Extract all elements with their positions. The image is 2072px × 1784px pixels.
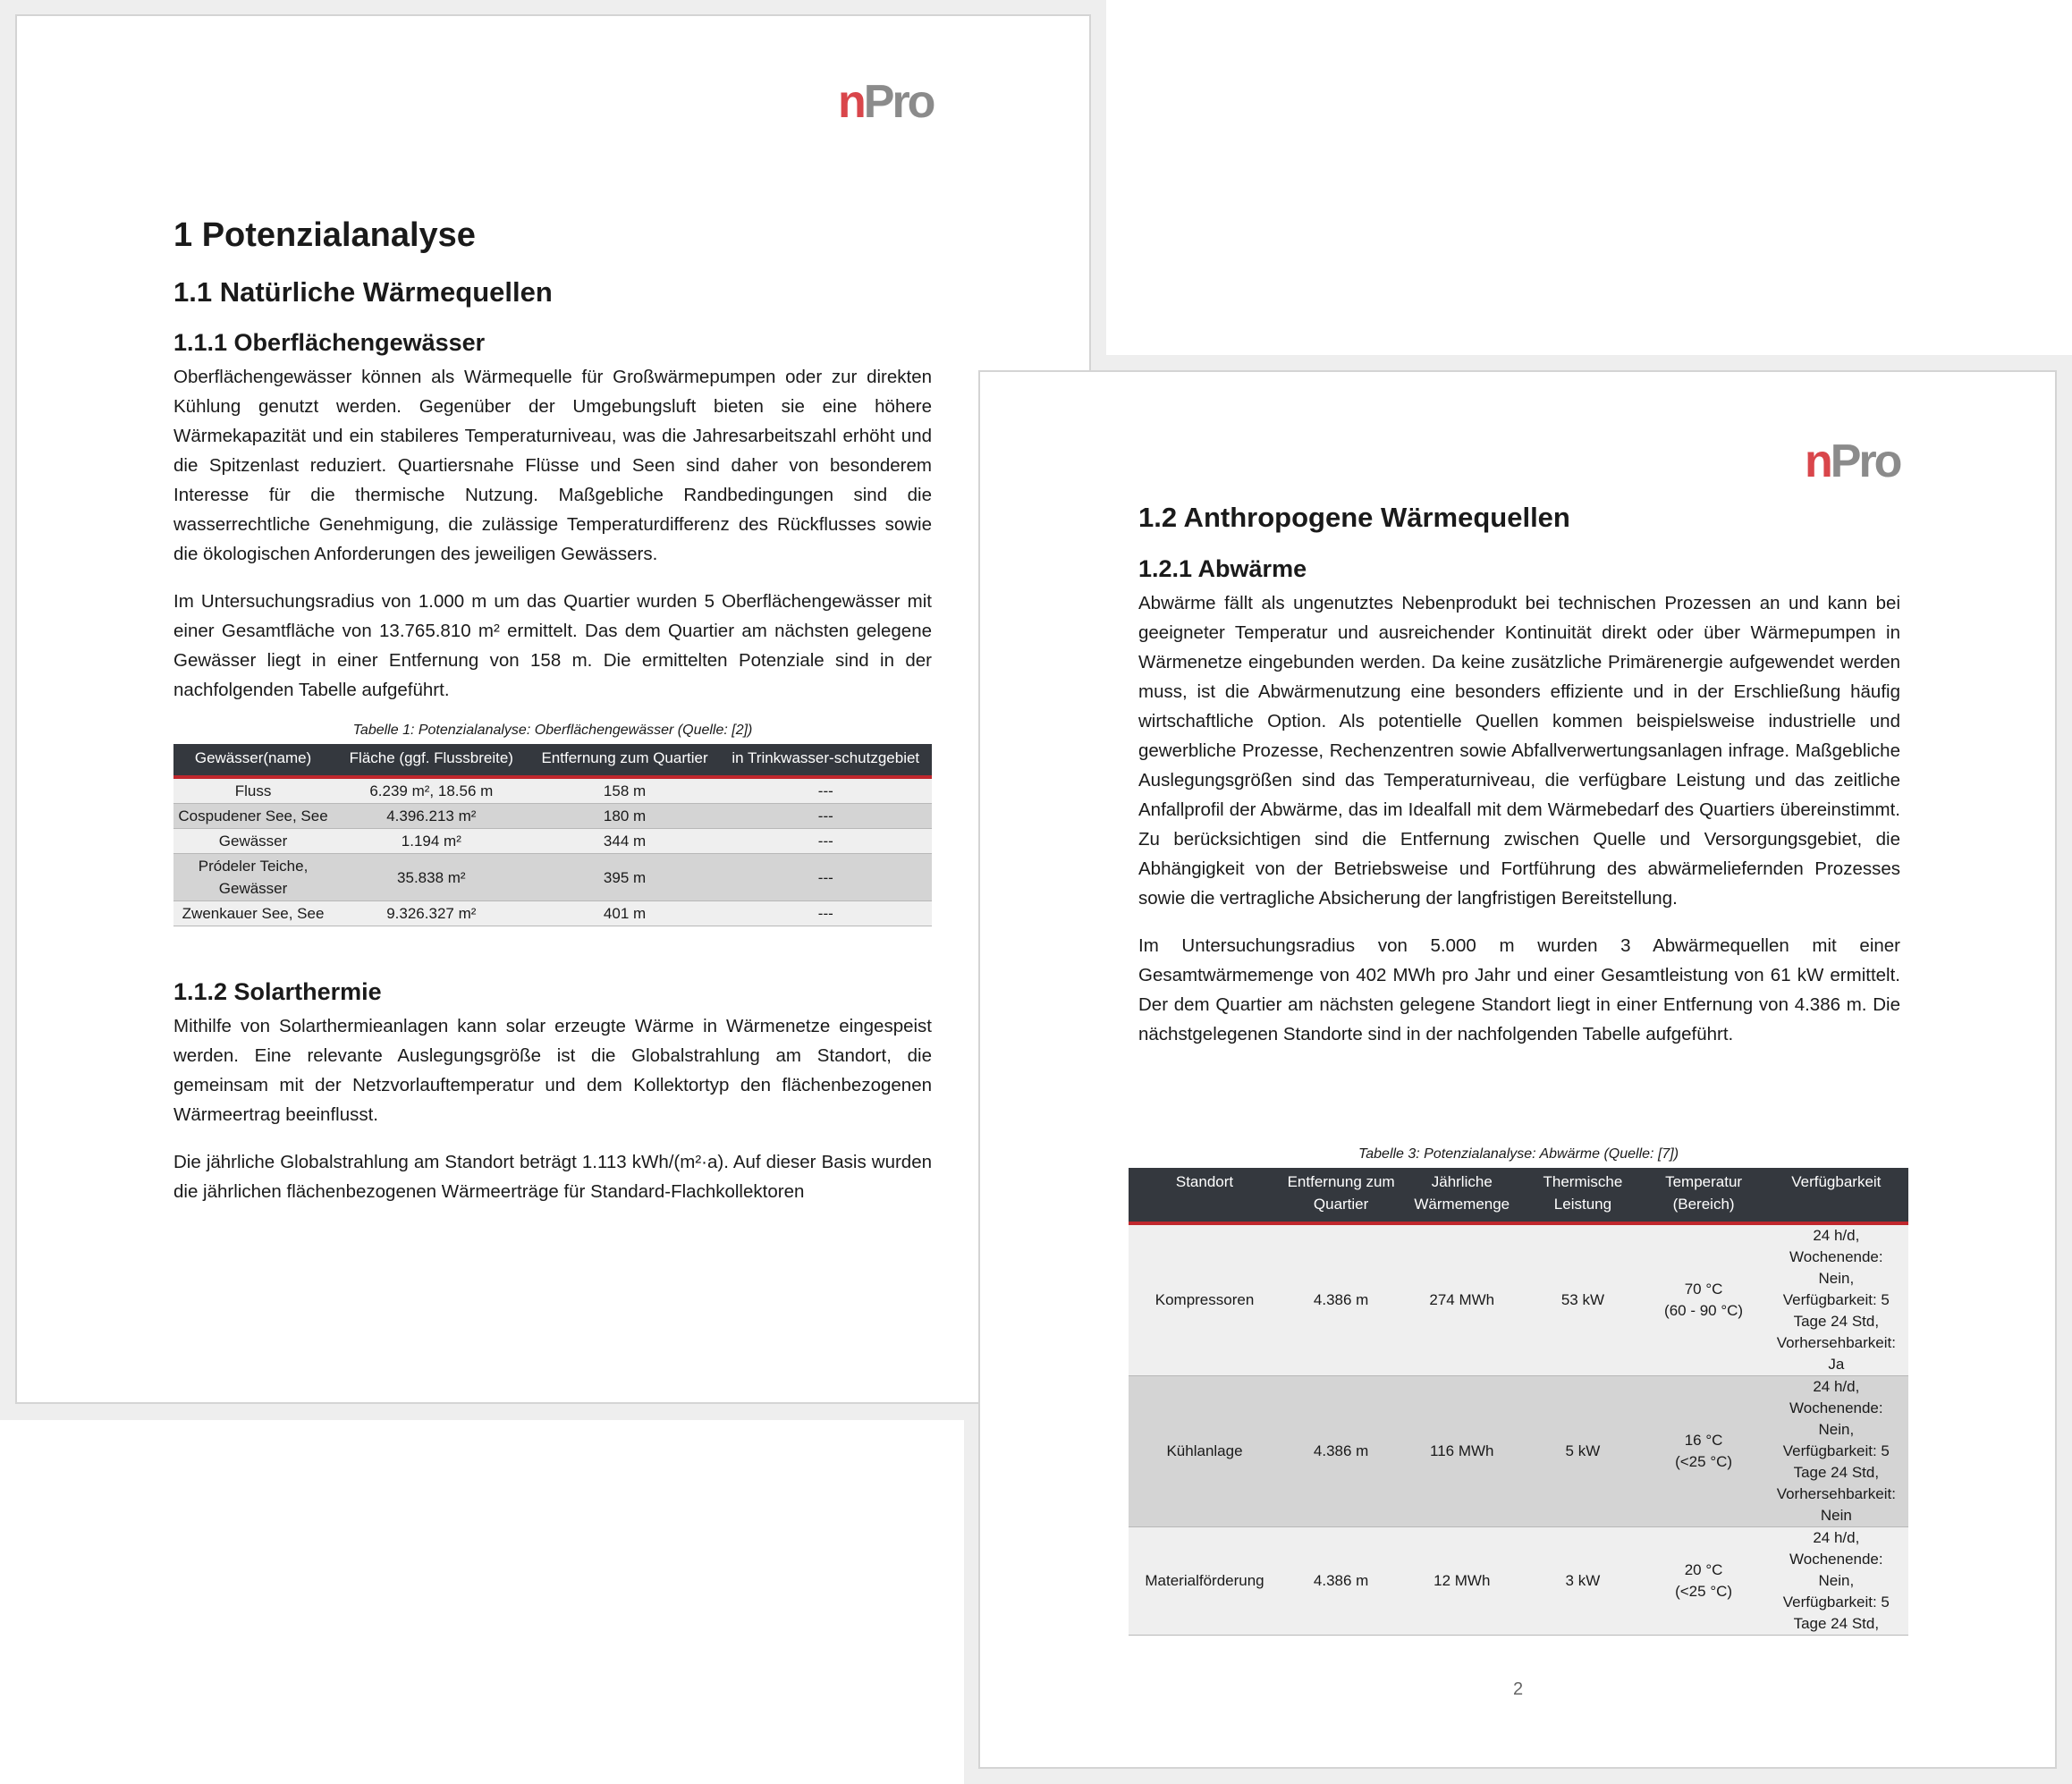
table-cell: 344 m	[530, 829, 720, 854]
table-cell: 20 °C (<25 °C)	[1644, 1527, 1764, 1636]
heading-abwaerme: 1.2.1 Abwärme	[1138, 554, 1307, 582]
document-page-2	[978, 370, 2057, 1769]
heading-oberflaechengewaesser: 1.1.1 Oberflächengewässer	[173, 329, 486, 357]
npro-logo: nPro	[1805, 435, 1900, 487]
table-header-cell: Temperatur (Bereich)	[1644, 1168, 1764, 1223]
table-cell: 1.194 m²	[333, 829, 529, 854]
table-row	[1129, 1223, 1908, 1376]
table-cell: Zwenkauer See, See	[173, 901, 333, 926]
table-row	[1129, 1376, 1908, 1527]
paragraph: Im Untersuchungsradius von 5.000 m wurden 3 Abwärmequellen mit einer Gesamtwärmemenge von 402 MWh pro Jahr und einer Gesamtleistung von 61 kW ermittelt. Der dem Quartier am nächsten gelegene Standort liegt in einer Entfernung von 4.386 m. Die nächstgelegenen Standorte sind in der nachfolgenden Tabelle aufgeführt.	[1138, 934, 1900, 1044]
table-cell: 24 h/d, Wochenende: Nein, Verfügbarkeit: 5 Tage 24 Std, Vorhersehbarkeit: Nein	[1764, 1376, 1908, 1527]
table-header-cell: Fläche (ggf. Flussbreite)	[333, 744, 529, 777]
table-cell: 5 kW	[1522, 1376, 1643, 1527]
paragraph: Mithilfe von Solarthermieanlagen kann solar erzeugte Wärme in Wärmenetze eingespeist werden. Eine relevante Auslegungsgröße ist die Globalstrahlung am Standort, die gemeinsam mit der Netzvorlauftemperatur und dem Kollektortyp den flächenbezogenen Wärmeertrag beeinflusst.	[173, 1016, 932, 1126]
table-cell: 16 °C (<25 °C)	[1644, 1376, 1764, 1527]
table-cell: 3 kW	[1522, 1527, 1643, 1636]
table-cell: Gewässer	[173, 829, 333, 854]
table-row	[173, 777, 932, 804]
table-cell: Kühlanlage	[1129, 1376, 1281, 1527]
paragraph: Oberflächengewässer können als Wärmequelle für Großwärmepumpen oder zur direkten Kühlung genutzt werden. Gegenüber der Umgebungsluft bieten sie eine höhere Wärmekapazität und ein stabileres Temperaturniveau, was die Jahresarbeitszahl erhöht und die Spitzenlast reduziert. Quartiersnahe Flüsse und Seen sind daher von besonderem Interesse für die thermische Nutzung. Maßgebliche Randbedingungen sind die wasserrechtliche Genehmigung, die zulässige Temperaturdifferenz des Rückflusses sowie die ökologischen Anforderungen des jeweiligen Gewässers.	[173, 367, 932, 565]
table-cell: Materialförderung	[1129, 1527, 1281, 1636]
table-header-cell: in Trinkwasser-schutzgebiet	[720, 744, 932, 777]
table-row	[173, 804, 932, 829]
table-cell: 401 m	[530, 901, 720, 926]
table-row	[173, 901, 932, 926]
heading-natuerliche-waermequellen: 1.1 Natürliche Wärmequellen	[173, 275, 553, 308]
table-cell: 6.239 m², 18.56 m	[333, 777, 529, 804]
table-row	[173, 829, 932, 854]
table-cell: 395 m	[530, 854, 720, 901]
table-cell: 180 m	[530, 804, 720, 829]
table-cell: 70 °C (60 - 90 °C)	[1644, 1223, 1764, 1376]
table-cell: 4.386 m	[1281, 1376, 1401, 1527]
heading-anthropogene-waermequellen: 1.2 Anthropogene Wärmequellen	[1138, 502, 1570, 533]
table-oberflaechengewaesser	[173, 744, 932, 926]
table-header-cell: Thermische Leistung	[1522, 1168, 1643, 1223]
table-cell: 116 MWh	[1401, 1376, 1522, 1527]
table-cell: 35.838 m²	[333, 854, 529, 901]
document-page-1	[15, 14, 1091, 1404]
table-cell: ---	[720, 829, 932, 854]
npro-logo: nPro	[838, 76, 934, 128]
table-cell: 4.386 m	[1281, 1223, 1401, 1376]
table-cell: Cospudener See, See	[173, 804, 333, 829]
table-header-cell: Gewässer(name)	[173, 744, 333, 777]
table-row	[1129, 1527, 1908, 1636]
paragraph: Die jährliche Globalstrahlung am Standort beträgt 1.113 kWh/(m²·a). Auf dieser Basis wurden die jährlichen flächenbezogenen Wärmeerträge für Standard-Flachkollektoren	[173, 1152, 932, 1203]
table-header-cell: Standort	[1129, 1168, 1281, 1223]
table1-caption: Tabelle 1: Potenzialanalyse: Oberflächengewässer (Quelle: [2])	[352, 723, 753, 739]
table-header-cell: Entfernung zum Quartier	[530, 744, 720, 777]
table3-caption: Tabelle 3: Potenzialanalyse: Abwärme (Quelle: [7])	[1357, 1146, 1679, 1162]
table-header-cell: Entfernung zum Quartier	[1281, 1168, 1401, 1223]
table-row	[173, 854, 932, 901]
table-abwaerme	[1129, 1168, 1908, 1636]
table-cell: 4.386 m	[1281, 1527, 1401, 1636]
heading-solarthermie: 1.1.2 Solarthermie	[173, 978, 382, 1006]
table-header-cell: Jährliche Wärmemenge	[1401, 1168, 1522, 1223]
table-cell: ---	[720, 804, 932, 829]
table-cell: 53 kW	[1522, 1223, 1643, 1376]
table-cell: 274 MWh	[1401, 1223, 1522, 1376]
page-number: 2	[1513, 1679, 1524, 1699]
table-cell: 24 h/d, Wochenende: Nein, Verfügbarkeit: 5 Tage 24 Std,	[1764, 1527, 1908, 1636]
table-cell: ---	[720, 901, 932, 926]
table-cell: Pródeler Teiche, Gewässer	[173, 854, 333, 901]
table-cell: Fluss	[173, 777, 333, 804]
table-header-cell: Verfügbarkeit	[1764, 1168, 1908, 1223]
paragraph: Abwärme fällt als ungenutztes Nebenprodukt bei technischen Prozessen an und kann bei geeigneter Temperatur und ausreichender Kontinuität direkt oder über Wärmepumpen in Wärmenetze eingebunden werden. Da keine zusätzliche Primärenergie aufgewendet werden muss, ist die Abwärmenutzung eine besonders effiziente und in der Erschließung häufig wirtschaftliche Option. Als potentielle Quellen kommen beispielsweise industrielle und gewerbliche Prozesse, Rechenzentren sowie Abfallverwertungsanlagen infrage. Maßgebliche Auslegungsgrößen sind das Temperaturniveau, die verfügbare Leistung und das zeitliche Anfallprofil der Abwärme, das im Idealfall mit dem Wärmebedarf des Quartiers übereinstimmt. Zu berücksichtigen sind die Entfernung zwischen Quelle und Versorgungsgebiet, die Abhängigkeit von der Betriebsweise und Fortführung des abwärmeliefernden Prozesses sowie die vertragliche Absicherung der langfristigen Bereitstellung.	[1138, 592, 1900, 909]
heading-potenzialanalyse: 1 Potenzialanalyse	[173, 216, 476, 254]
page1-content	[173, 215, 932, 1224]
table-cell: ---	[720, 777, 932, 804]
page2-content	[1138, 501, 1900, 1067]
table-cell: 12 MWh	[1401, 1527, 1522, 1636]
table3-block	[1129, 1143, 1908, 1636]
table-cell: ---	[720, 854, 932, 901]
paragraph: Im Untersuchungsradius von 1.000 m um das Quartier wurden 5 Oberflächengewässer mit einer Gesamtfläche von 13.765.810 m² ermittelt. Das dem Quartier am nächsten gelegene Gewässer liegt in einer Entfernung von 158 m. Die ermittelten Potenziale sind in der nachfolgenden Tabelle aufgeführt.	[173, 591, 932, 701]
table-cell: 4.396.213 m²	[333, 804, 529, 829]
table-cell: Kompressoren	[1129, 1223, 1281, 1376]
table-cell: 9.326.327 m²	[333, 901, 529, 926]
table-cell: 24 h/d, Wochenende: Nein, Verfügbarkeit: 5 Tage 24 Std, Vorhersehbarkeit: Ja	[1764, 1223, 1908, 1376]
table-cell: 158 m	[530, 777, 720, 804]
